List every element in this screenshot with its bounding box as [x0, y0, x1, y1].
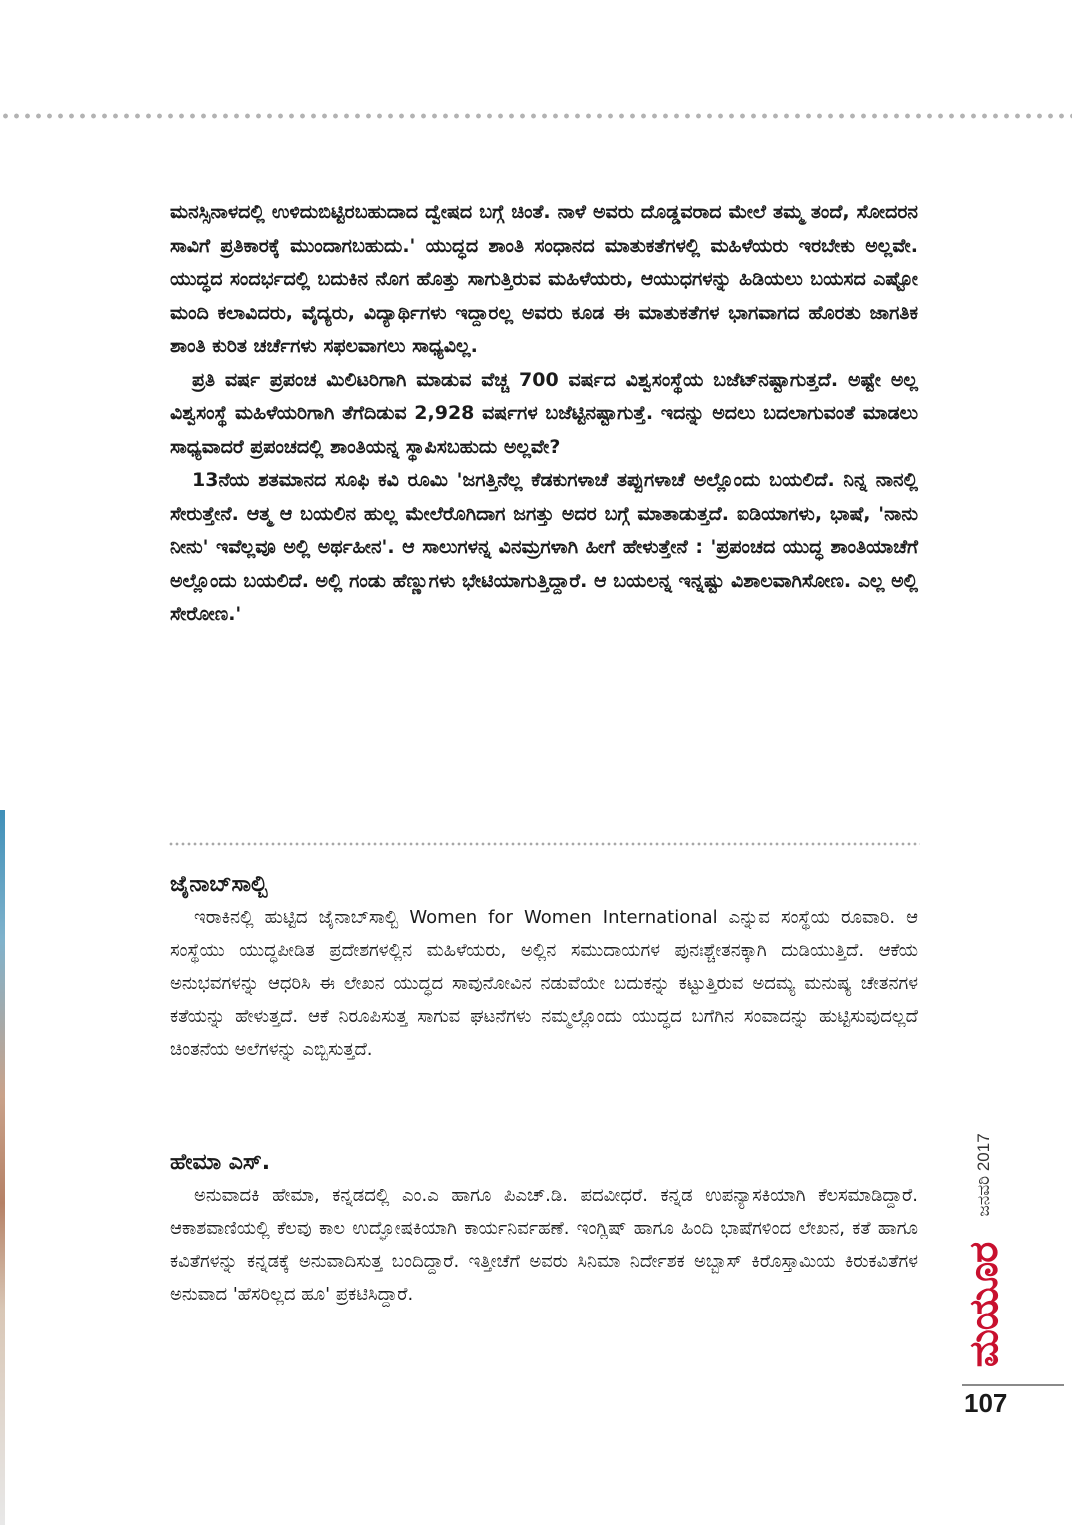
bio-heading: ಹೇಮಾ ಎಸ್.: [170, 1150, 271, 1175]
magazine-logo: [958, 1234, 1010, 1376]
article-paragraph: 13ನೆಯ ಶತಮಾನದ ಸೂಫಿ ಕವಿ ರೂಮಿ 'ಜಗತ್ತಿನೆಲ್ಲ ಕೆಡಕುಗಳಾಚೆ ತಪ್ಪುಗಳಾಚೆ ಅಲ್ಲೊಂದು ಬಯಲಿದೆ. ನಿನ್ನ ನಾನಲ್ಲಿ ಸೇರುತ್ತೇನೆ. ಆತ್ಮ ಆ ಬಯಲಿನ ಹುಲ್ಲ ಮೇಲೆರೊಗಿದಾಗ ಜಗತ್ತು ಅದರ ಬಗ್ಗೆ ಮಾತಾಡುತ್ತದೆ. ಐಡಿಯಾಗಳು, ಭಾಷೆ, 'ನಾನು ನೀನು' ಇವೆಲ್ಲವೂ ಅಲ್ಲಿ ಅರ್ಥಹೀನ'. ಆ ಸಾಲುಗಳನ್ನ ವಿನಮ್ರಗಳಾಗಿ ಹೀಗೆ ಹೇಳುತ್ತೇನೆ : 'ಪ್ರಪಂಚದ ಯುದ್ಧ ಶಾಂತಿಯಾಚೆಗೆ ಅಲ್ಲೊಂದು ಬಯಲಿದೆ. ಅಲ್ಲಿ ಗಂಡು ಹೆಣ್ಣುಗಳು ಭೇಟಿಯಾಗುತ್ತಿದ್ದಾರೆ. ಆ ಬಯಲನ್ನ ಇನ್ನಷ್ಟು ವಿಶಾಲವಾಗಿಸೋಣ. ಎಲ್ಲ ಅಲ್ಲಿ ಸೇರೋಣ.': [170, 469, 918, 625]
article-paragraph: ಪ್ರತಿ ವರ್ಷ ಪ್ರಪಂಚ ಮಿಲಿಟರಿಗಾಗಿ ಮಾಡುವ ವೆಚ್ಚ 700 ವರ್ಷದ ವಿಶ್ವಸಂಸ್ಥೆಯ ಬಜೆಟ್‌ನಷ್ಟಾಗುತ್ತದೆ. ಅಷ್ಟೇ ಅಲ್ಲ ವಿಶ್ವಸಂಸ್ಥೆ ಮಹಿಳೆಯರಿಗಾಗಿ ತೆಗೆದಿಡುವ 2,928 ವರ್ಷಗಳ ಬಜೆಟ್ಟಿನಷ್ಟಾಗುತ್ತೆ. ಇದನ್ನು ಅದಲು ಬದಲಾಗುವಂತೆ ಮಾಡಲು ಸಾಧ್ಯವಾದರೆ ಪ್ರಪಂಚದಲ್ಲಿ ಶಾಂತಿಯನ್ನ ಸ್ಥಾಪಿಸಬಹುದು ಅಲ್ಲವೇ?: [170, 368, 918, 458]
bio-text: ಅನುವಾದಕಿ ಹೇಮಾ, ಕನ್ನಡದಲ್ಲಿ ಎಂ.ಎ ಹಾಗೂ ಪಿಎಚ್.ಡಿ. ಪದವೀಧರೆ. ಕನ್ನಡ ಉಪನ್ಯಾಸಕಿಯಾಗಿ ಕೆಲಸಮಾಡಿದ್ದಾರೆ. ಆಕಾಶವಾಣಿಯಲ್ಲಿ ಕೆಲವು ಕಾಲ ಉದ್ಘೋಷಕಿಯಾಗಿ ಕಾರ್ಯನಿರ್ವಹಣೆ. ಇಂಗ್ಲಿಷ್ ಹಾಗೂ ಹಿಂದಿ ಭಾಷೆಗಳಿಂದ ಲೇಖನ, ಕತೆ ಹಾಗೂ ಕವಿತೆಗಳನ್ನು ಕನ್ನಡಕ್ಕೆ ಅನುವಾದಿಸುತ್ತ ಬಂದಿದ್ದಾರೆ. ಇತ್ತೀಚೆಗೆ ಅವರು ಸಿನಿಮಾ ನಿರ್ದೇಶಕ ಅಬ್ಬಾಸ್ ಕಿರೊಸ್ತಾಮಿಯ ಕಿರುಕವಿತೆಗಳ ಅನುವಾದ 'ಹೆಸರಿಲ್ಲದ ಹೂ' ಪ್ರಕಟಿಸಿದ್ದಾರೆ.: [170, 1185, 918, 1305]
page-number: 107: [964, 1388, 1008, 1418]
translator-bio: [170, 1150, 918, 1311]
issue-date: [964, 1120, 1004, 1230]
magazine-logo-text: ಮಯೂರ: [961, 1242, 1007, 1368]
folio-rule: [962, 1384, 1064, 1386]
issue-date-text: ಜನವರಿ 2017: [974, 1133, 993, 1217]
bio-text: ಇರಾಕಿನಲ್ಲಿ ಹುಟ್ಟಿದ ಜೈನಾಬ್‌ಸಾಲ್ಬಿ Women for Women International ಎನ್ನುವ ಸಂಸ್ಥೆಯ ರೂವಾರಿ. ಆ ಸಂಸ್ಥೆಯು ಯುದ್ಧಪೀಡಿತ ಪ್ರದೇಶಗಳಲ್ಲಿನ ಮಹಿಳೆಯರು, ಅಲ್ಲಿನ ಸಮುದಾಯಗಳ ಪುನಃಶ್ಚೇತನಕ್ಕಾಗಿ ದುಡಿಯುತ್ತಿದೆ. ಆಕೆಯ ಅನುಭವಗಳನ್ನು ಆಧರಿಸಿ ಈ ಲೇಖನ ಯುದ್ಧದ ಸಾವುನೋವಿನ ನಡುವೆಯೇ ಬದುಕನ್ನು ಕಟ್ಟುತ್ತಿರುವ ಅದಮ್ಯ ಮನುಷ್ಯ ಚೇತನಗಳ ಕತೆಯನ್ನು ಹೇಳುತ್ತದೆ. ಆಕೆ ನಿರೂಪಿಸುತ್ತ ಸಾಗುವ ಘಟನೆಗಳು ನಮ್ಮಲ್ಲೊಂದು ಯುದ್ಧದ ಬಗೆಗಿನ ಸಂವಾದನ್ನು ಹುಟ್ಟಿಸುವುದಲ್ಲದೆ ಚಿಂತನೆಯ ಅಲೆಗಳನ್ನು ಎಬ್ಬಿಸುತ್ತದೆ.: [170, 907, 918, 1060]
left-edge-photo-strip: [0, 810, 5, 1525]
author-bio: [170, 872, 918, 1066]
article-paragraph: ಮನಸ್ಸಿನಾಳದಲ್ಲಿ ಉಳಿದುಬಿಟ್ಟಿರಬಹುದಾದ ದ್ವೇಷದ ಬಗ್ಗೆ ಚಿಂತೆ. ನಾಳೆ ಅವರು ದೊಡ್ಡವರಾದ ಮೇಲೆ ತಮ್ಮ ತಂದೆ, ಸೋದರನ ಸಾವಿಗೆ ಪ್ರತಿಕಾರಕ್ಕೆ ಮುಂದಾಗಬಹುದು.' ಯುದ್ಧದ ಶಾಂತಿ ಸಂಧಾನದ ಮಾತುಕತೆಗಳಲ್ಲಿ ಮಹಿಳೆಯರು ಇರಬೇಕು ಅಲ್ಲವೇ. ಯುದ್ಧದ ಸಂದರ್ಭದಲ್ಲಿ ಬದುಕಿನ ನೊಗ ಹೊತ್ತು ಸಾಗುತ್ತಿರುವ ಮಹಿಳೆಯರು, ಆಯುಧಗಳನ್ನು ಹಿಡಿಯಲು ಬಯಸದ ಎಷ್ಟೋ ಮಂದಿ ಕಲಾವಿದರು, ವೈದ್ಯರು, ವಿದ್ಯಾರ್ಥಿಗಳು ಇದ್ದಾರಲ್ಲ ಅವರು ಕೂಡ ಈ ಮಾತುಕತೆಗಳ ಭಾಗವಾಗದ ಹೊರತು ಜಾಗತಿಕ ಶಾಂತಿ ಕುರಿತ ಚರ್ಚೆಗಳು ಸಫಲವಾಗಲು ಸಾಧ್ಯವಿಲ್ಲ.: [170, 201, 918, 357]
top-dotted-rule: [0, 112, 1072, 120]
section-dotted-divider: [168, 842, 920, 846]
article-body: [170, 196, 918, 632]
bio-heading: ಜೈನಾಬ್‌ಸಾಲ್ಬಿ: [170, 872, 268, 897]
